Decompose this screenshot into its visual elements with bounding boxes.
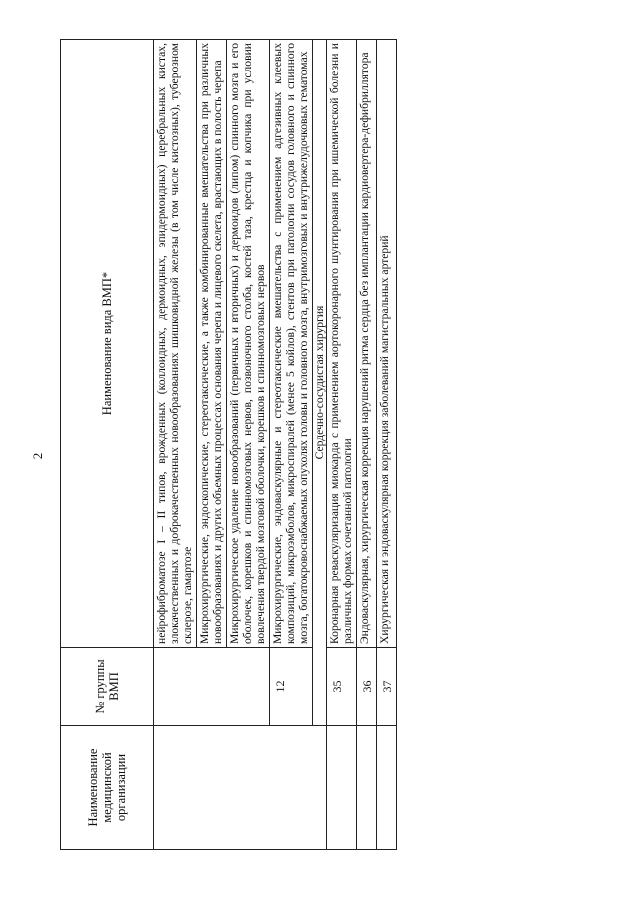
- header-organization: Наименование медицинской организации: [61, 726, 154, 850]
- group-cell: 36: [357, 648, 377, 726]
- vmp-name-cell: Микрохирургическое удаление новообразований (первичных и вторичных) и дермоидов (липом) спинного мозга и его оболочек, корешков и спинномозговых нервов, позвоночного столба, костей таза, крестца и копчика при условии вовлечения твердой мозговой оболочки, корешков и спинномозговых нервов: [227, 40, 270, 648]
- table-row: [377, 40, 397, 850]
- organization-cell: [327, 726, 357, 850]
- vmp-name-cell: нейрофиброматозе I – II типов, врожденных (коллоидных, дермоидных, эпидермоидных) церебральных кистах, злокачественных и доброкачественных новообразованиях шишковидной железы (в том числе кистозных), туберозном склерозе, гамартозе: [154, 40, 197, 648]
- group-cell: 12: [270, 648, 313, 726]
- vmp-name-cell: Хирургическая и эндоваскулярная коррекция заболеваний магистральных артерий: [377, 40, 397, 648]
- vmp-table: [60, 39, 397, 850]
- page-number: 2: [30, 452, 45, 460]
- vmp-name-cell: Микрохирургические, эндоваскулярные и стереотаксические вмешательства с применением адгезивных клеевых композиций, микроэмболов, микроспиралей (менее 5 койлов), стентов при патологии сосудов головного и спинного мозга, богатокровоснабжаемых опухолях головы и головного мозга, внутримозговых и внутрижелудочковых гематомах: [270, 40, 313, 648]
- rotated-page: [60, 40, 596, 850]
- vmp-name-cell: Микрохирургические, эндоскопические, стереотаксические, а также комбинированные вмешательства при различных новообразованиях и других объемных процессах основания черепа и лицевого скелета, врастающих в полость черепа: [197, 40, 227, 648]
- organization-cell: [357, 726, 377, 850]
- table-row: [154, 40, 197, 850]
- table-row: [327, 40, 357, 850]
- group-cell: [154, 648, 270, 726]
- vmp-name-cell: Коронарная реваскуляризация миокарда с применением аортокоронарного шунтирования при ишемической болезни и различных формах сочетанной патологии: [327, 40, 357, 648]
- organization-cell: [377, 726, 397, 850]
- group-cell: 37: [377, 648, 397, 726]
- section-title: Сердечно-сосудистая хирургия: [313, 40, 327, 726]
- organization-cell: [154, 726, 327, 850]
- table-header-row: [61, 40, 154, 850]
- table-row: [357, 40, 377, 850]
- header-vmp-name: Наименование вида ВМП*: [61, 40, 154, 648]
- header-group: № группы ВМП: [61, 648, 154, 726]
- group-cell: 35: [327, 648, 357, 726]
- vmp-name-cell: Эндоваскулярная, хирургическая коррекция нарушений ритма сердца без имплантации кардиовертера-дефибриллятора: [357, 40, 377, 648]
